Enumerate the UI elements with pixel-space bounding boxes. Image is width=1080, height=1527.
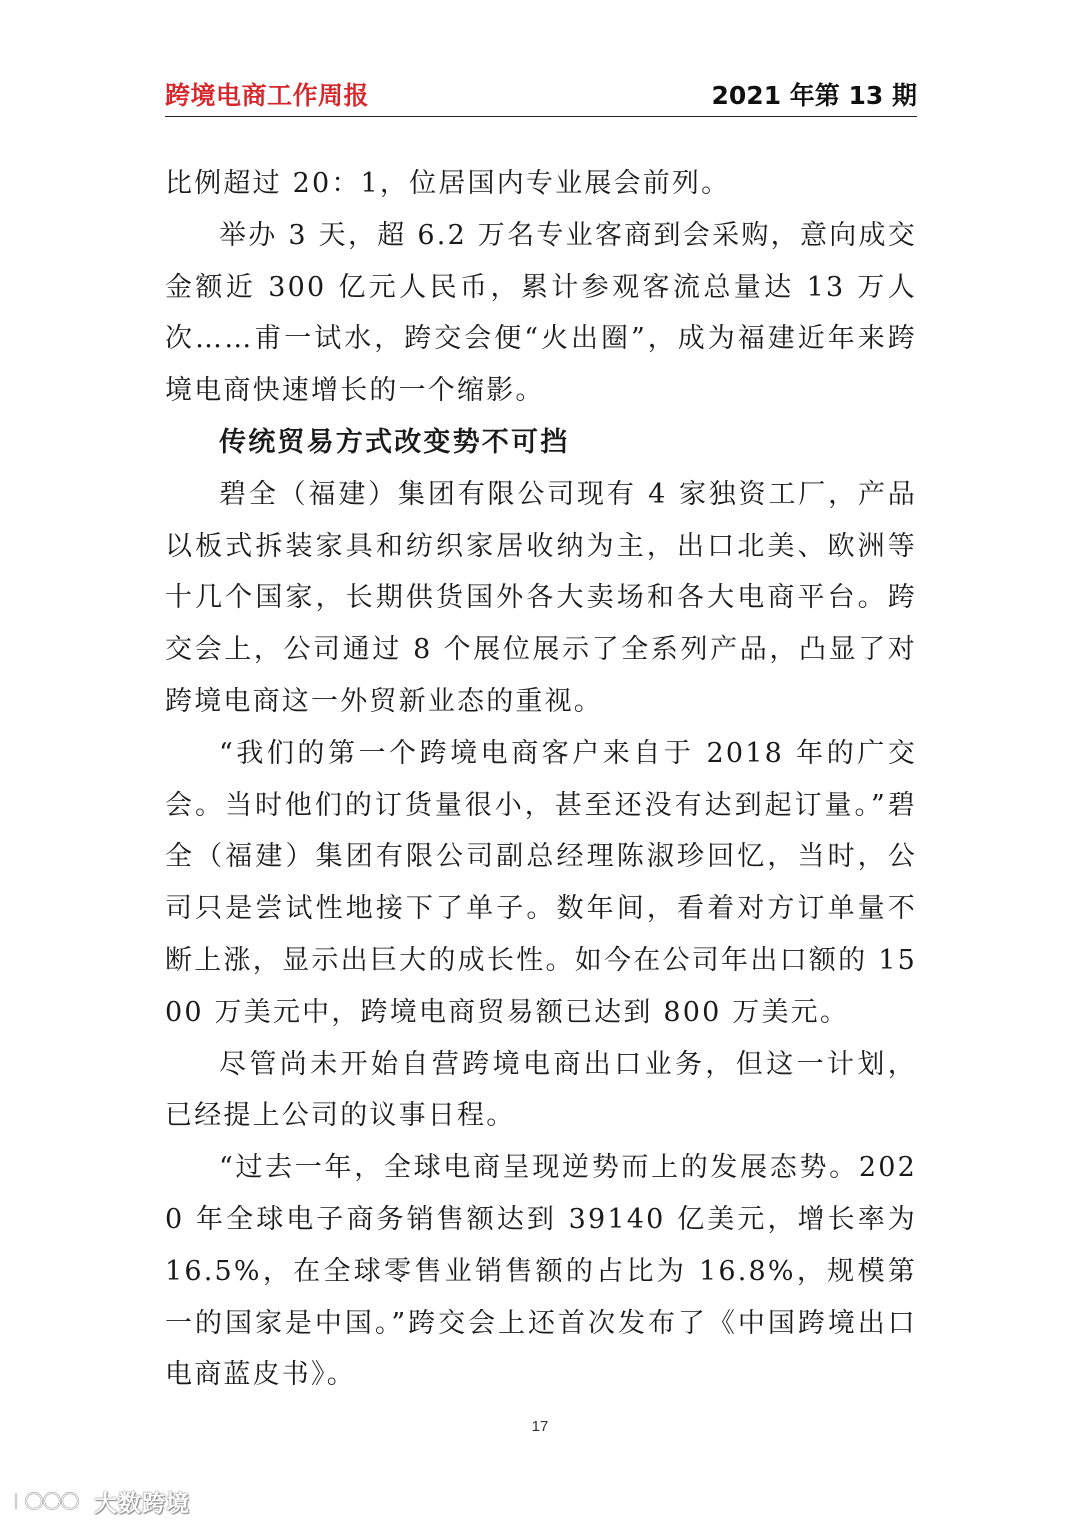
paragraph-quote-manager: “我们的第一个跨境电商客户来自于 2018 年的广交会。当时他们的订货量很小，甚至还没有达到起订量。”碧全（福建）集团有限公司副总经理陈淑珍回忆，当时，公司只是尝试性地接下了单子。数年间，看着对方订单量不断上涨，显示出巨大的成长性。如今在公司年出口额的 1500 万美元中，跨境电商贸易额已达到 800 万美元。	[165, 737, 917, 1028]
issue-number: 2021 年第 13 期	[711, 81, 917, 110]
paragraph-company-intro: 碧全（福建）集团有限公司现有 4 家独资工厂，产品以板式拆装家具和纺织家居收纳为主，出口北美、欧洲等十几个国家，长期供货国外各大卖场和各大电商平台。跨交会上，公司通过 8 个展位展示了全系列产品，凸显了对跨境电商这一外贸新业态的重视。	[165, 478, 917, 717]
paragraph-global-ecommerce: “过去一年，全球电商呈现逆势而上的发展态势。2020 年全球电子商务销售额达到 39140 亿美元，增长率为 16.5%，在全球零售业销售额的占比为 16.8%，规模第一的国家是中国。”跨交会上还首次发布了《中国跨境出口电商蓝皮书》。	[165, 1152, 917, 1391]
paragraph-continued: 比例超过 20：1，位居国内专业展会前列。	[165, 168, 731, 199]
paragraph-expo-stats: 举办 3 天，超 6.2 万名专业客商到会采购，意向成交金额近 300 亿元人民币，累计参观客流总量达 13 万人次……甫一试水，跨交会便“火出圈”，成为福建近年来跨境电商快速增长的一个缩影。	[165, 219, 917, 407]
watermark-text: 大数跨境	[94, 1490, 190, 1517]
article-body	[165, 158, 917, 1401]
watermark-logo-icon	[8, 1486, 88, 1516]
section-heading: 传统贸易方式改变势不可挡	[219, 426, 570, 458]
header-divider	[165, 116, 917, 117]
paragraph-plan: 尽管尚未开始自营跨境电商出口业务，但这一计划，已经提上公司的议事日程。	[165, 1048, 917, 1132]
page-header	[165, 76, 917, 112]
watermark	[8, 1484, 190, 1518]
newsletter-title: 跨境电商工作周报	[165, 81, 370, 110]
page-number: 17	[531, 1418, 549, 1435]
